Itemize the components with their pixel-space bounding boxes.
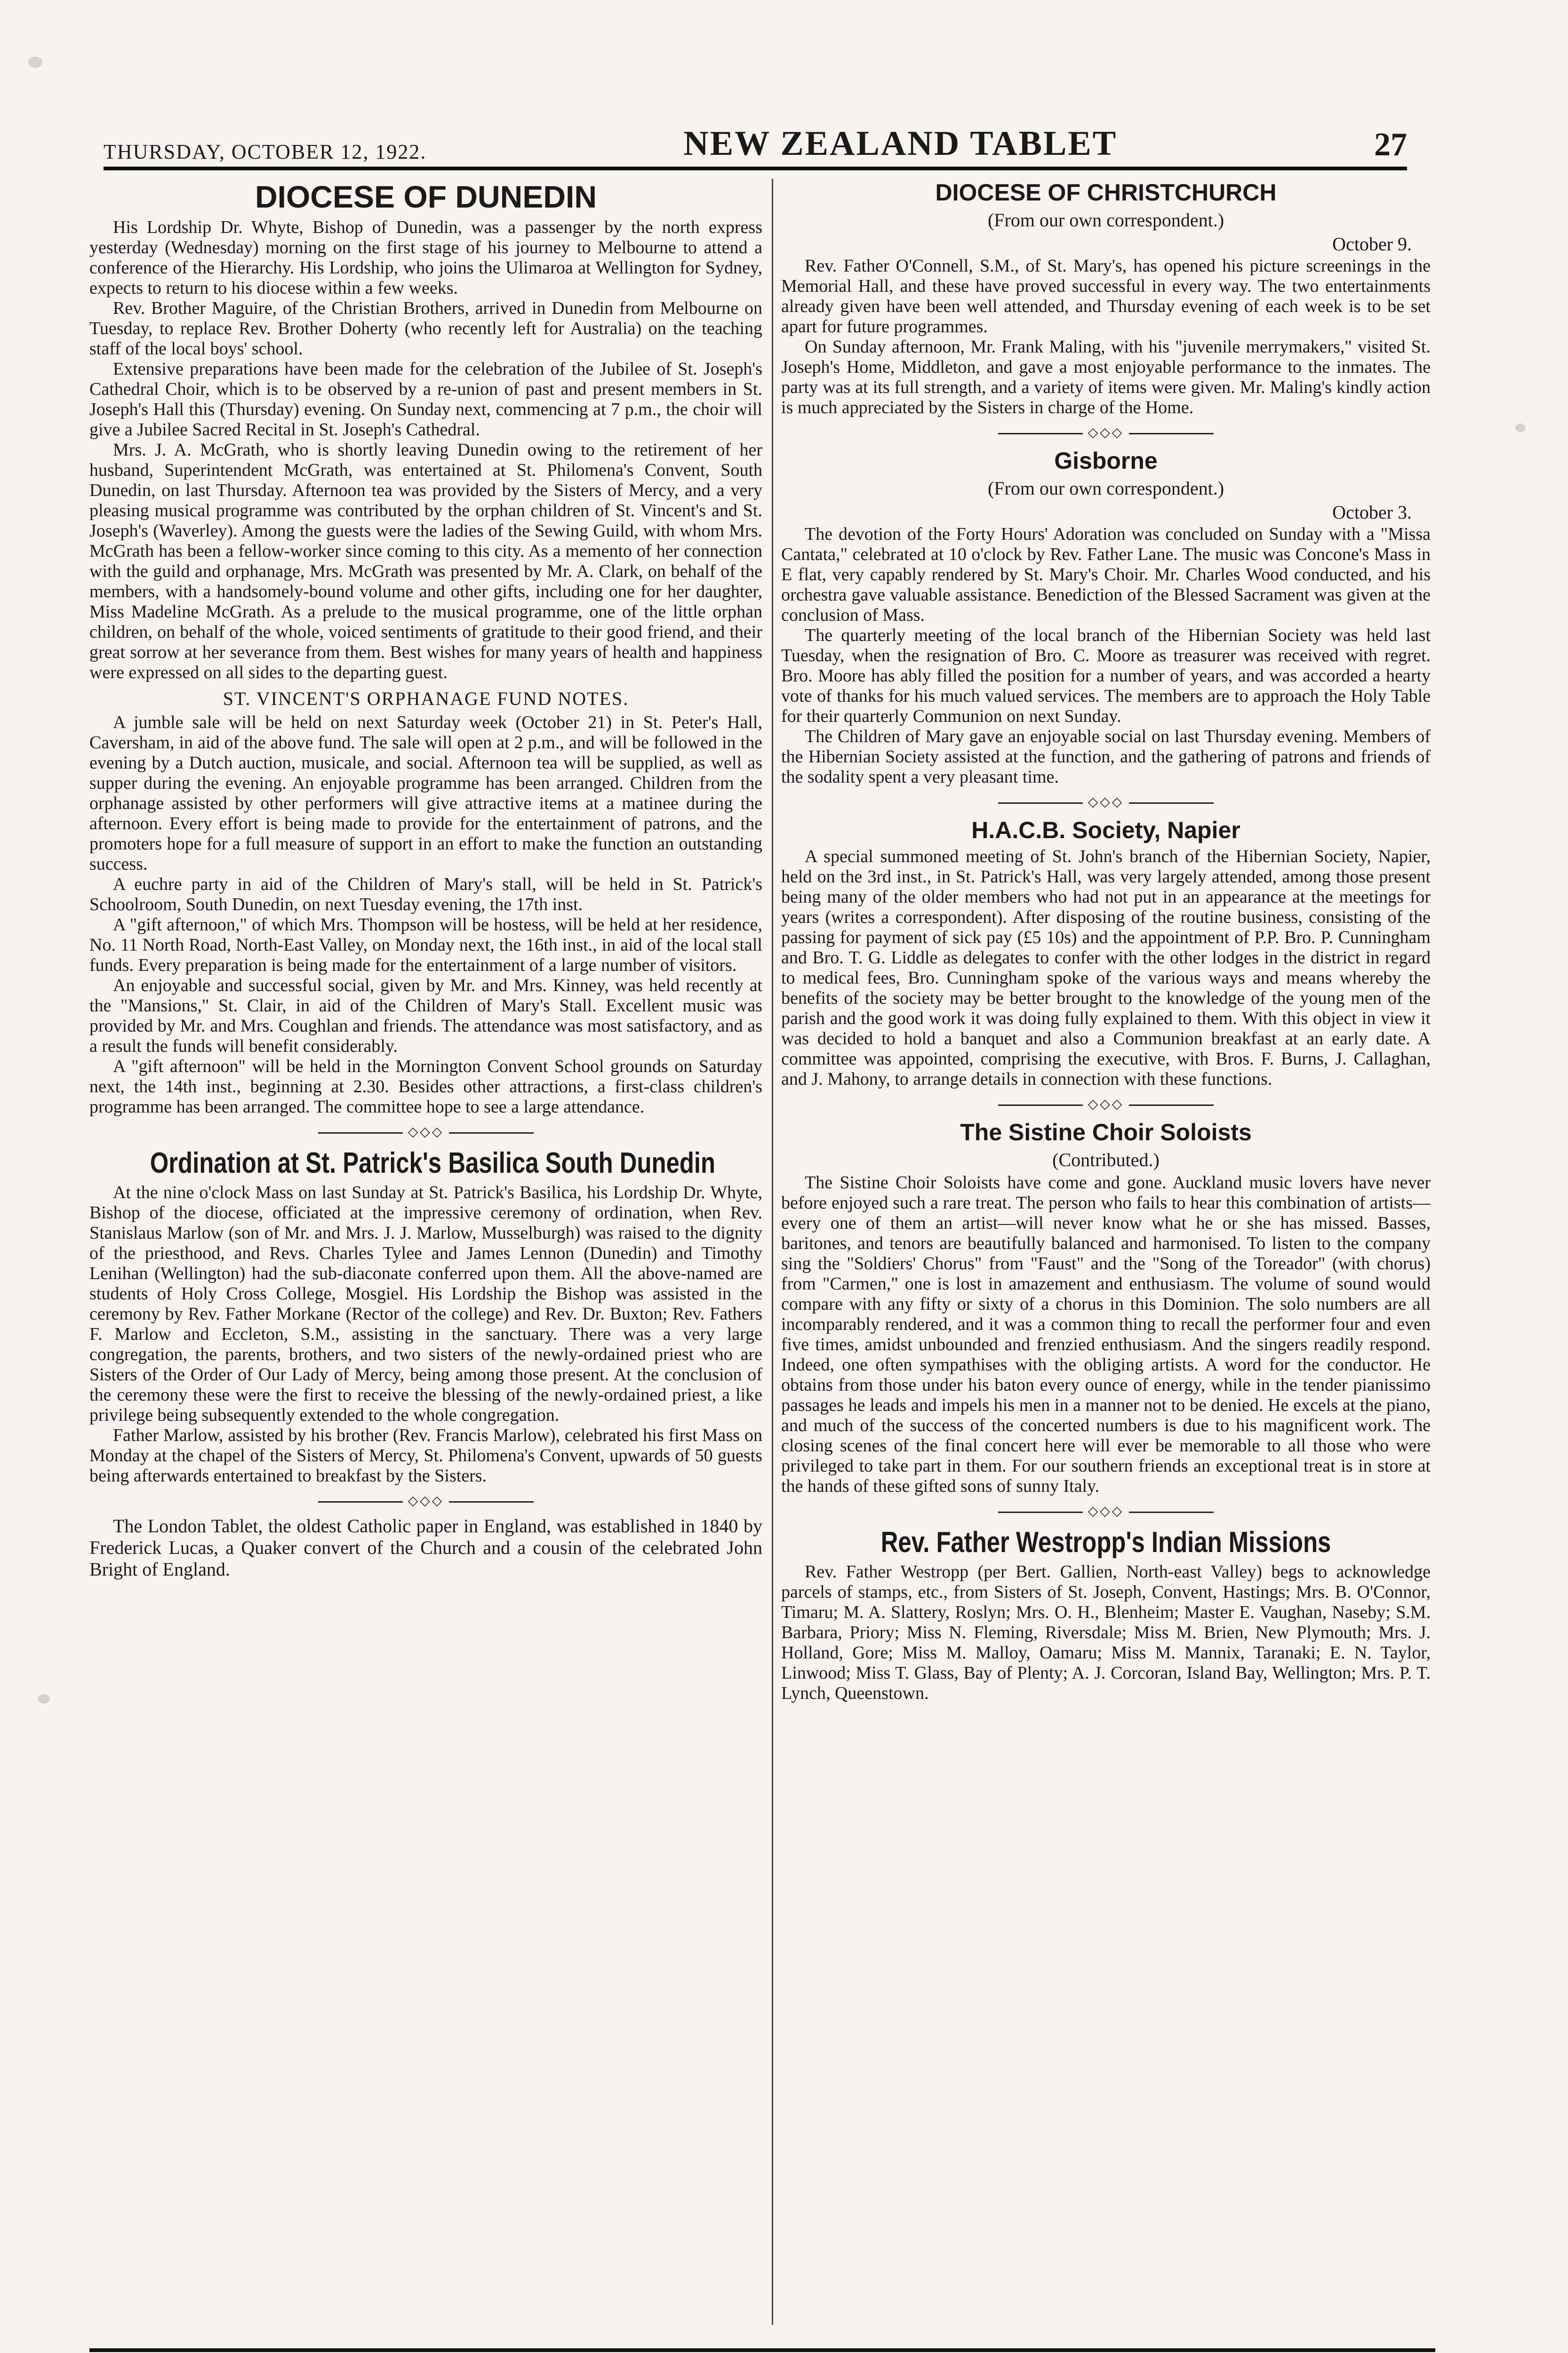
article-heading-westropp: Rev. Father Westropp's Indian Missions [880,1526,1331,1559]
article-paragraph: The Children of Mary gave an enjoyable social on last Thursday evening. Members of the Hibernian Society assisted at the function, and the gathering of patrons and friends of the sodality spent a very pleasant time. [781,727,1431,787]
article-paragraph: Extensive preparations have been made for the celebration of the Jubilee of St. Joseph's Cathedral Choir, which is to be observed by a re-union of past and present members in St. Joseph's Hall this (Thursday) evening. On Sunday next, commencing at 7 p.m., the choir will give a Jubilee Sacred Recital in St. Joseph's Cathedral. [89,359,762,440]
right-column [781,179,1431,2344]
scan-speck [38,1694,50,1704]
section-ornament: ◇◇◇ [781,424,1431,440]
dateline: October 3. [1332,502,1412,523]
subheading-orphanage: ST. VINCENT'S ORPHANAGE FUND NOTES. [223,688,629,709]
article-heading-dunedin: DIOCESE OF DUNEDIN [255,179,597,214]
article-paragraph: A euchre party in aid of the Children of Mary's stall, will be held in St. Patrick's Schoolroom, South Dunedin, on next Tuesday evening, the 17th inst. [89,874,762,914]
byline: (From our own correspondent.) [987,478,1224,499]
article-paragraph: On Sunday afternoon, Mr. Frank Maling, with his "juvenile merrymakers," visited St. Joseph's Home, Middleton, and gave a most enjoyable performance to the inmates. The party was at its full strength, and a variety of items were given. Mr. Maling's kindly action is much appreciated by the Sisters in charge of the Home. [781,337,1431,417]
article-paragraph: Rev. Father Westropp (per Bert. Gallien, North-east Valley) begs to acknowledge parcels of stamps, etc., from Sisters of St. Joseph, Convent, Hastings; Mrs. B. O'Connor, Timaru; M. A. Slattery, Roslyn; Mrs. O. H., Blenheim; Master E. Vaughan, Naseby; S.M. Barbara, Priory; Miss N. Fleming, Riversdale; Miss M. Brien, New Plymouth; Mrs. J. Holland, Gore; Miss M. Malloy, Oamaru; Miss M. Mannix, Taranaki; E. N. Taylor, Linwood; Miss T. Glass, Bay of Plenty; A. J. Corcoran, Island Bay, Wellington; Mrs. P. T. Lynch, Queenstown. [781,1562,1431,1703]
article-paragraph: A jumble sale will be held on next Saturday week (October 21) in St. Peter's Hall, Caversham, in aid of the above fund. The sale will open at 2 p.m., and will be followed in the evening by a Dutch auction, musicale, and social. Afternoon tea will be supplied, as well as supper during the evening. An enjoyable programme has been arranged. Children from the orphanage assisted by other performers will give attractive items at a matinee during the afternoon. Every effort is being made to provide for the entertainment of patrons, and the promoters hope for a full measure of support in an effort to make the function an outstanding success. [89,712,762,874]
article-paragraph: His Lordship Dr. Whyte, Bishop of Dunedin, was a passenger by the north express yesterday (Wednesday) morning on the first stage of his journey to Melbourne to attend a conference of the Hierarchy. His Lordship, who joins the Ulimaroa at Wellington for Sydney, expects to return to his diocese within a few weeks. [89,217,762,298]
tablet-history-note: The London Tablet, the oldest Catholic paper in England, was established in 1840 by Frederick Lucas, a Quaker convert of the Church and a cousin of the celebrated John Bright of England. [89,1515,762,1580]
article-heading-hacb: H.A.C.B. Society, Napier [971,817,1240,843]
section-ornament: ◇◇◇ [89,1124,762,1140]
advertisement-banner [89,2348,1435,2353]
article-paragraph: Father Marlow, assisted by his brother (Rev. Francis Marlow), celebrated his first Mass on Monday at the chapel of the Sisters of Mercy, St. Philomena's Convent, upwards of 50 guests being afterwards entertained to breakfast by the Sisters. [89,1425,762,1486]
article-paragraph: At the nine o'clock Mass on last Sunday at St. Patrick's Basilica, his Lordship Dr. Whyte, Bishop of the diocese, officiated at the impressive ceremony of ordination, when Rev. Stanislaus Marlow (son of Mr. and Mrs. J. J. Marlow, Musselburgh) was raised to the dignity of the priesthood, and Revs. Charles Tylee and James Lennon (Dunedin) and Timothy Lenihan (Wellington) had the sub-diaconate conferred upon them. All the above-named are students of Holy Cross College, Mosgiel. His Lordship the Bishop was assisted in the ceremony by Rev. Father Morkane (Rector of the college) and Rev. Dr. Buxton; Rev. Fathers F. Marlow and Eccleton, S.M., assisting in the sanctuary. There was a very large congregation, the parents, brothers, and two sisters of the newly-ordained priest who are Sisters of the Order of Our Lady of Mercy, being among those present. At the conclusion of the ceremony these were the first to receive the blessing of the newly-ordained priest, a like privilege being subsequently extended to the whole congregation. [89,1183,762,1425]
section-ornament: ◇◇◇ [781,1096,1431,1112]
article-heading-ordination: Ordination at St. Patrick's Basilica South Dunedin [150,1147,716,1179]
section-ornament: ◇◇◇ [89,1493,762,1509]
left-column [89,179,762,2325]
article-paragraph: The quarterly meeting of the local branch of the Hibernian Society was held last Tuesday, when the resignation of Bro. C. Moore as treasurer was received with regret. Bro. Moore has ably filled the position for a number of years, and was accorded a hearty vote of thanks for his much valued services. The members are to approach the Holy Table for their quarterly Communion on next Sunday. [781,625,1431,726]
masthead [104,126,1407,170]
page-number: 27 [1374,127,1407,163]
scan-speck [28,56,42,68]
scan-speck [1515,424,1526,432]
column-divider [772,179,773,2325]
byline: (From our own correspondent.) [987,209,1224,231]
article-paragraph: The devotion of the Forty Hours' Adoration was concluded on Sunday with a "Missa Cantata," celebrated at 10 o'clock by Rev. Father Lane. The music was Concone's Mass in E flat, very capably rendered by St. Mary's Choir. Mr. Charles Wood conducted, and his orchestra gave valuable assistance. Benediction of the Blessed Sacrament was given at the conclusion of Mass. [781,524,1431,625]
dateline: October 9. [1332,233,1412,255]
section-ornament: ◇◇◇ [781,1503,1431,1519]
article-paragraph: A "gift afternoon" will be held in the Mornington Convent School grounds on Saturday next, the 14th inst., beginning at 2.30. Besides other attractions, a first-class children's programme has been arranged. The committee hope to see a large attendance. [89,1056,762,1117]
article-paragraph: Mrs. J. A. McGrath, who is shortly leaving Dunedin owing to the retirement of her husband, Superintendent McGrath, was entertained at St. Philomena's Convent, South Dunedin, on last Thursday. Afternoon tea was provided by the Sisters of Mercy, and a very pleasing musical programme was contributed by the orphan children of St. Vincent's and St. Joseph's (Waverley). Among the guests were the ladies of the Sewing Guild, with whom Mrs. McGrath has been a fellow-worker since coming to this city. As a memento of her connection with the guild and orphanage, Mrs. McGrath was presented by Mr. A. Clark, on behalf of the members, with a handsomely-bound volume and other gifts, including one for her daughter, Miss Madeline McGrath. As a prelude to the musical programme, one of the little orphan children, on behalf of the whole, voiced sentiments of gratitude to their good friend, and their great sorrow at her severance from them. Best wishes for many years of health and happiness were expressed on all sides to the departing guest. [89,440,762,682]
article-heading-sistine: The Sistine Choir Soloists [960,1119,1252,1145]
issue-date: THURSDAY, OCTOBER 12, 1922. [104,140,427,163]
article-paragraph: A special summoned meeting of St. John's branch of the Hibernian Society, Napier, held on the 3rd inst., in St. Patrick's Hall, was very largely attended, among those present being many of the older members who had not put in an appearance at the meetings for years (writes a correspondent). After disposing of the routine business, consisting of the passing for payment of sick pay (£5 10s) and the appointment of P.P. Bro. P. Cunningham and Bro. T. G. Liddle as delegates to confer with the other lodges in the district in regard to medical fees, Bro. Cunningham spoke of the various ways and means whereby the benefits of the society may be better brought to the knowledge of the young men of the parish and the good work it was doing fully explained to them. With this object in view it was decided to hold a banquet and also a Communion breakfast at an early date. A committee was appointed, comprising the executive, with Bros. F. Burns, J. Callaghan, and J. Mahony, to arrange details in connection with these functions. [781,847,1431,1089]
article-paragraph: Rev. Brother Maguire, of the Christian Brothers, arrived in Dunedin from Melbourne on Tuesday, to replace Rev. Brother Doherty (who recently left for Australia) on the teaching staff of the local boys' school. [89,298,762,359]
article-paragraph: A "gift afternoon," of which Mrs. Thompson will be hostess, will be held at her residence, No. 11 North Road, North-East Valley, on Monday next, the 16th inst., in aid of the local stall funds. Every preparation is being made for the entertainment of a large number of visitors. [89,915,762,975]
article-paragraph: Rev. Father O'Connell, S.M., of St. Mary's, has opened his picture screenings in the Memorial Hall, and these have proved successful in every way. The two entertainments already given have been well attended, and Thursday evening of each week is to be set apart for future programmes. [781,256,1431,336]
article-heading-gisborne: Gisborne [1054,448,1158,474]
article-heading-christchurch: DIOCESE OF CHRISTCHURCH [935,179,1277,206]
article-paragraph: The Sistine Choir Soloists have come and gone. Auckland music lovers have never before enjoyed such a rare treat. The person who fails to hear this combination of artists—every one of them an artist—will never know what he or she has missed. Basses, baritones, and tenors are beautifully balanced and harmonised. To listen to the company sing the "Soldiers' Chorus" from "Faust" and the "Song of the Toreador" (with chorus) from "Carmen," one is lost in amazement and enthusiasm. The volume of sound would compare with any fifty or sixty of a chorus in this Dominion. The solo numbers are all incomparably rendered, and it was a common thing to recall the performer four and even five times, amidst unbounded and frenzied enthusiasm. And the singers readily respond. Indeed, one often sympathises with the obliging artists. A word for the conductor. He obtains from those under his baton every ounce of energy, while in the tender pianissimo passages he leads and impels his men in a manner not to be denied. He excels at the piano, and much of the success of the concerted numbers is due to his magnificent work. The closing scenes of the final concert here will ever be memorable to all those who were privileged to take part in them. For our southern friends an exceptional treat is in store at the hands of these gifted sons of sunny Italy. [781,1173,1431,1496]
section-ornament: ◇◇◇ [781,794,1431,810]
byline: (Contributed.) [1052,1149,1160,1170]
newspaper-title: NEW ZEALAND TABLET [683,124,1118,163]
article-paragraph: An enjoyable and successful social, given by Mr. and Mrs. Kinney, was held recently at the "Mansions," St. Clair, in aid of the Children of Mary's Stall. Excellent music was provided by Mr. and Mrs. Coughlan and friends. The attendance was most satisfactory, and as a result the funds will benefit considerably. [89,976,762,1056]
